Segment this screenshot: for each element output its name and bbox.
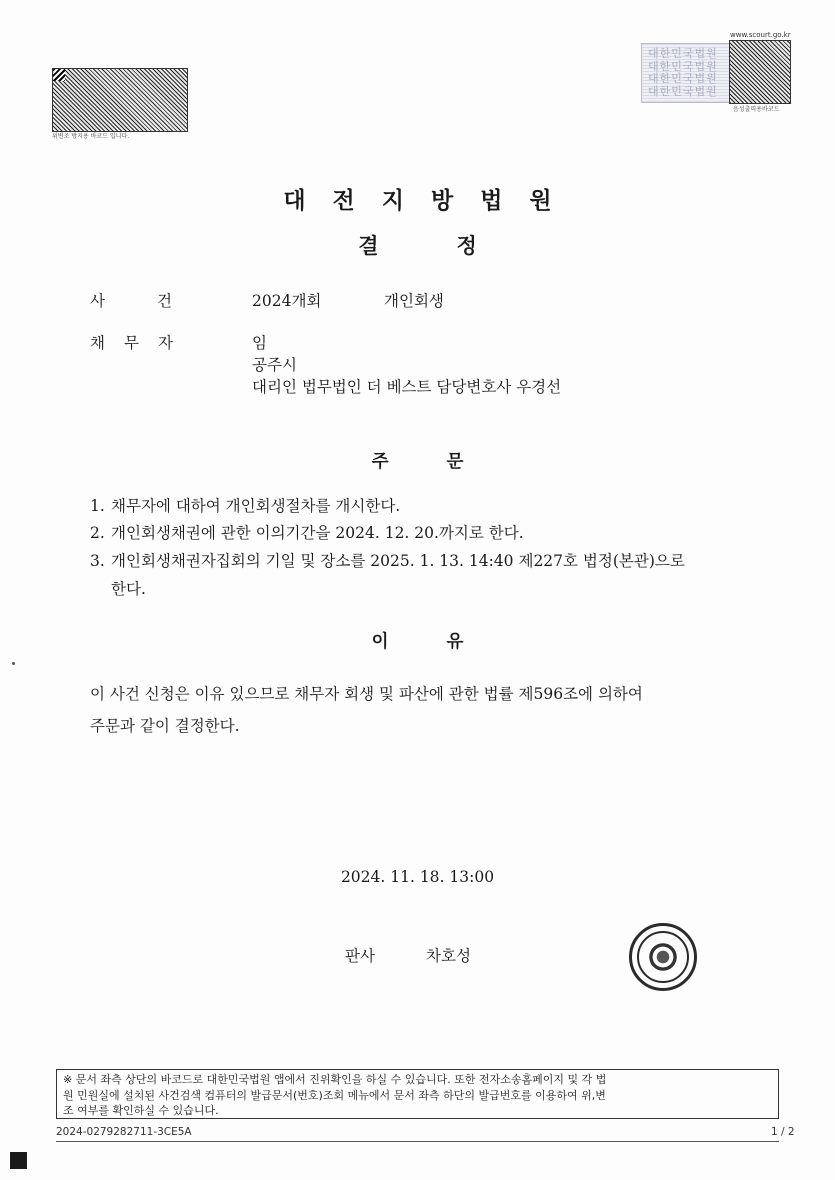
case-name: 개인회생 (384, 292, 444, 310)
court-name: 대전지방법원 (283, 188, 579, 214)
debtor-representative: 대리인 법무법인 더 베스트 담당변호사 우경선 (252, 378, 562, 396)
reason-heading: 이유 (371, 632, 522, 652)
judge-seal-stamp (629, 923, 697, 991)
debtor-label: 채무자 (90, 334, 192, 352)
voice-barcode-caption: 음성출력용바코드 (733, 106, 780, 113)
order-item-text: 개인회생채권자집회의 기일 및 장소를 2025. 1. 13. 14:40 제227호 법정(본관)으로 (111, 552, 685, 570)
order-item-number: 3. (90, 552, 105, 570)
page-number: 1 / 2 (771, 1126, 795, 1138)
seal-watermark-text: 대한민국법원 대한민국법원 대한민국법원 대한민국법원 (648, 47, 718, 98)
anti-forgery-barcode (52, 68, 188, 132)
scan-speck (12, 662, 15, 665)
court-watermark-seal (641, 43, 731, 103)
reason-text: 이 사건 신청은 이유 있으므로 채무자 회생 및 파산에 관한 법률 제596조에 의하여 주문과 같이 결정한다. (90, 685, 643, 735)
footer-divider (56, 1141, 779, 1142)
order-item (90, 519, 780, 547)
barcode-caption: 위변조 방지용 바코드 입니다. (52, 133, 130, 140)
decision-datetime: 2024. 11. 18. 13:00 (340, 868, 495, 886)
judge-title: 판사 (345, 947, 375, 965)
verification-notice: ※ 문서 좌측 상단의 바코드로 대한민국법원 앱에서 진위확인을 하실 수 있습니다. 또한 전자소송홈페이지 및 각 법 원 민원실에 설치된 사건검색 컴퓨터의 발급문서(번호)조회 메뉴에서 문서 좌측 하단의 발급번호를 이용하여 위,변 조 여부를 확인하실 수 있습니다. (56, 1069, 779, 1119)
order-item (90, 547, 780, 603)
document-type: 결정 (358, 234, 555, 258)
order-heading: 주문 (371, 452, 522, 472)
order-item-continuation: 한다. (111, 580, 146, 598)
order-item-text: 개인회생채권에 관한 이의기간을 2024. 12. 20.까지로 한다. (111, 524, 524, 542)
debtor-address: 공주시 (252, 356, 297, 374)
debtor-name: 임 (252, 334, 267, 352)
issue-number: 2024-0279282711-3CE5A (56, 1126, 192, 1138)
order-item-number: 2. (90, 524, 105, 542)
seal-inner-ring (637, 931, 689, 983)
judge-name: 차호성 (426, 947, 471, 965)
order-item (90, 492, 780, 520)
barcode-corner-mark (53, 69, 65, 81)
case-label: 사건 (90, 292, 224, 310)
case-number: 2024개회 (252, 292, 322, 310)
site-url: www.scourt.go.kr (730, 31, 791, 39)
order-item-text: 채무자에 대하여 개인회생절차를 개시한다. (111, 497, 401, 515)
voice-output-barcode (729, 40, 791, 104)
order-item-number: 1. (90, 497, 105, 515)
scan-corner-mark (10, 1152, 27, 1169)
